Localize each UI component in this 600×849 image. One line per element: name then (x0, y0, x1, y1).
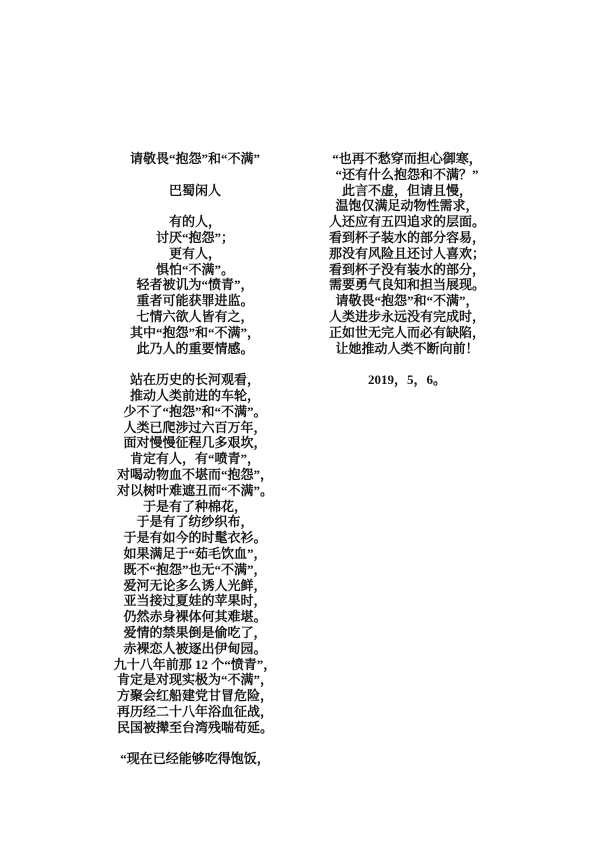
poem-line: 民国被撵至台湾残喘苟延。 (116, 719, 273, 735)
poem-line: “现在已经能够吃得饱饭， (120, 751, 270, 767)
poem-line: 其中“抱怨”和“不满”， (129, 324, 260, 340)
poem-line: 爱河无论多么诱人光鲜， (123, 577, 267, 593)
left-column (90, 151, 300, 783)
poem-line: 此言不虚，但请且慢， (341, 182, 472, 198)
poem-date: 2019，5，6。 (367, 372, 446, 388)
poem-title: 请敬畏“抱怨”和“不满” (129, 151, 260, 166)
poem-line: 有的人， (168, 214, 221, 230)
poem-line: 看到杯子没有装水的部分， (328, 261, 485, 277)
poem-line: 推动人类前进的车轮， (129, 387, 260, 403)
stanza-4 (302, 151, 512, 356)
poem-line: “也再不愁穿而担心御寒， (332, 151, 482, 166)
poem-line: 于是有如今的时髦衣衫。 (123, 530, 267, 546)
poem-line: 亚当接过夏娃的苹果时， (123, 593, 267, 609)
poem-line: 如果满足于“茹毛饮血”， (123, 545, 267, 561)
poem-author: 巴蜀闲人 (168, 182, 221, 198)
poem-line: 于是有了纺纱织布， (136, 514, 254, 530)
stanza-1 (90, 214, 300, 356)
poem-line: 此乃人的重要情感。 (136, 340, 254, 356)
poem-line: 那没有风险且还讨人喜欢； (328, 245, 485, 261)
poem-line: 对喝动物血不堪而“抱怨”， (116, 466, 273, 482)
stanza-3 (90, 751, 300, 767)
poem-line: 方聚会红船建党甘冒危险， (116, 688, 273, 704)
right-column (302, 151, 512, 388)
poem-line: “还有什么抱怨和不满？” (335, 166, 479, 182)
poem-line: 温饱仅满足动物性需求， (335, 198, 479, 214)
poem-line: 仍然赤身裸体何其难堪。 (123, 609, 267, 625)
poem-line: 肯定有人，有“喷青”， (129, 451, 260, 467)
poem-line: 九十八年前那 12 个“愤青”， (113, 656, 277, 672)
poem-line: 正如世无完人而必有缺陷， (328, 324, 485, 340)
poem-line: 于是有了种棉花， (142, 498, 247, 514)
poem-line: 人类已爬涉过六百万年， (123, 419, 267, 435)
poem-line: 面对慢慢征程几多艰坎， (123, 435, 267, 451)
poem-line: 人还应有五四追求的层面。 (328, 214, 485, 230)
poem-line: 轻者被讥为“愤青”， (136, 277, 254, 293)
poem-line: 更有人， (168, 245, 221, 261)
poem-line: 赤裸恋人被逐出伊甸园。 (123, 640, 267, 656)
stanza-2 (90, 372, 300, 735)
poem-line: 少不了“抱怨”和“不满”。 (123, 403, 267, 419)
poem-line: 看到杯子装水的部分容易， (328, 229, 485, 245)
poem-line: 站在历史的长河观看， (129, 372, 260, 388)
poem-line: 重者可能获罪进监。 (136, 293, 254, 309)
poem-line: 七情六欲人皆有之， (136, 308, 254, 324)
poem-line: 需要勇气良知和担当展现。 (328, 277, 485, 293)
poem-line: 请敬畏“抱怨”和“不满”， (335, 293, 479, 309)
poem-line: 对以树叶难遮丑而“不满”。 (116, 482, 273, 498)
poem-line: 让她推动人类不断向前！ (335, 340, 479, 356)
poem-line: 再历经二十八年浴血征战， (116, 703, 273, 719)
poem-line: 讨厌“抱怨”； (155, 229, 234, 245)
poem-line: 既不“抱怨”也无“不满”， (123, 561, 267, 577)
poem-line: 人类进步永远没有完成时， (328, 308, 485, 324)
poem-line: 惧怕“不满”。 (155, 261, 234, 277)
poem-line: 肯定是对现实极为“不满”， (116, 672, 273, 688)
poem-line: 爱情的禁果倒是偷吃了， (123, 624, 267, 640)
